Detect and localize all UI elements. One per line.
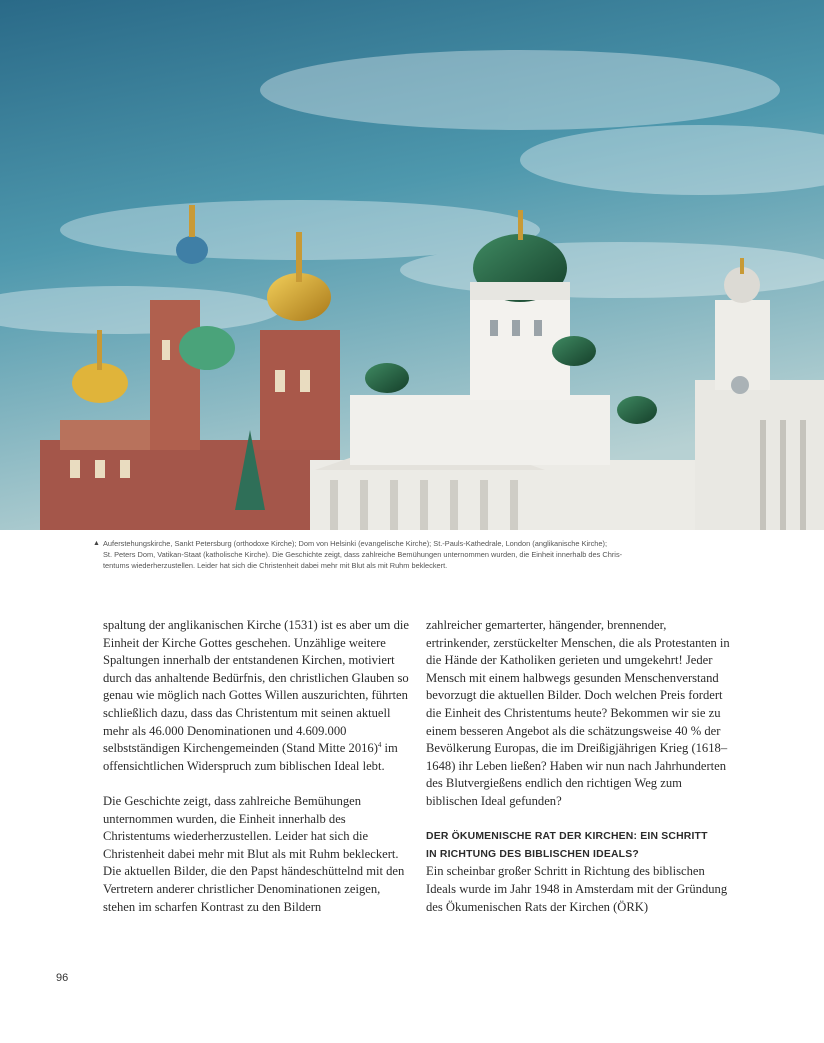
- caption-arrow-icon: ▲: [93, 540, 100, 547]
- paragraph: [103, 617, 409, 775]
- heading-line: DER ÖKUMENISCHE RAT DER KIRCHEN: EIN SCHRITT: [426, 831, 708, 843]
- paragraph: Die Geschichte zeigt, dass zahlreiche Bemühungen unternommen wurden, die Einheit innerhalb des Christentums wiederherzustellen. Leider hat sich die Christenheit dabei mehr mit Blut als mit Ruhm bekleckert. Die aktuellen Bilder, die den Papst händeschüttelnd mit den Vertretern anderer christlicher Denominationen zeigen, stehen im scharfen Kontrast zu den Bildern: [103, 793, 405, 914]
- paragraph: zahlreicher gemarterter, hängender, brennender, ertrinkender, zerstückelter Menschen, die als Protestanten in die Hände der Katholiken gerieten und umgekehrt! Jeder Mensch mit einem halbwegs gesunden Menschenverstand bevorzugt die aktuellen Bilder. Doch welchen Preis fordert die Einheit des Christentums heute? Bekommen wir sie zu einem besseren Angebot als die schätzungsweise 40 % der Bevölkerung Europas, die im Dreißigjährigen Krieg (1618–1648) ihr Leben ließen? Haben wir nun nach Jahrhunderten des Blutvergießens endlich den richtigen Weg zum biblischen Ideal gefunden?: [426, 618, 730, 808]
- footnote-marker[interactable]: 4: [377, 740, 382, 749]
- heading-line: IN RICHTUNG DES BIBLISCHEN IDEALS?: [426, 848, 639, 860]
- photo-caption: [93, 538, 743, 572]
- section-heading: [426, 828, 732, 863]
- right-column: [426, 617, 732, 916]
- caption-line: St. Peters Dom, Vatikan-Staat (katholische Kirche). Die Geschichte zeigt, dass zahlreiche Bemühungen unternommen wurden, die Einheit innerhalb des Chris-: [103, 550, 623, 560]
- caption-line: tentums wiederherzustellen. Leider hat sich die Christenheit dabei mehr mit Blut als mit Ruhm bekleckert.: [103, 561, 448, 571]
- paragraph-text: im offensichtlichen Widerspruch zum biblischen Ideal lebt.: [103, 741, 398, 773]
- page-number: 96: [56, 972, 69, 984]
- paragraph: Ein scheinbar großer Schritt in Richtung des biblischen Ideals wurde im Jahr 1948 in Amsterdam mit der Gründung des Ökumenischen Rats der Kirchen (ÖRK): [426, 864, 728, 914]
- caption-line: Auferstehungskirche, Sankt Petersburg (orthodoxe Kirche); Dom von Helsinki (evangelische Kirche); St.-Pauls-Kathedrale, London (anglikanische Kirche);: [103, 539, 608, 548]
- paragraph-text: spaltung der anglikanischen Kirche (1531) ist es aber um die Einheit der Kirche Gottes geschehen. Unzählige weitere Spaltungen innerhalb der entstandenen Kirchen, motiviert durch das anhaltende Bedürfnis, den christlichen Glauben so genau wie möglich nach Gottes Willen auszurichten, führten schließlich dazu, dass das Christentum mit seinen aktuell mehr als 46.000 Denominationen und 4.609.000 selbstständigen Kirchengemeinden (Stand Mitte 2016): [103, 618, 410, 756]
- left-column: [103, 617, 409, 916]
